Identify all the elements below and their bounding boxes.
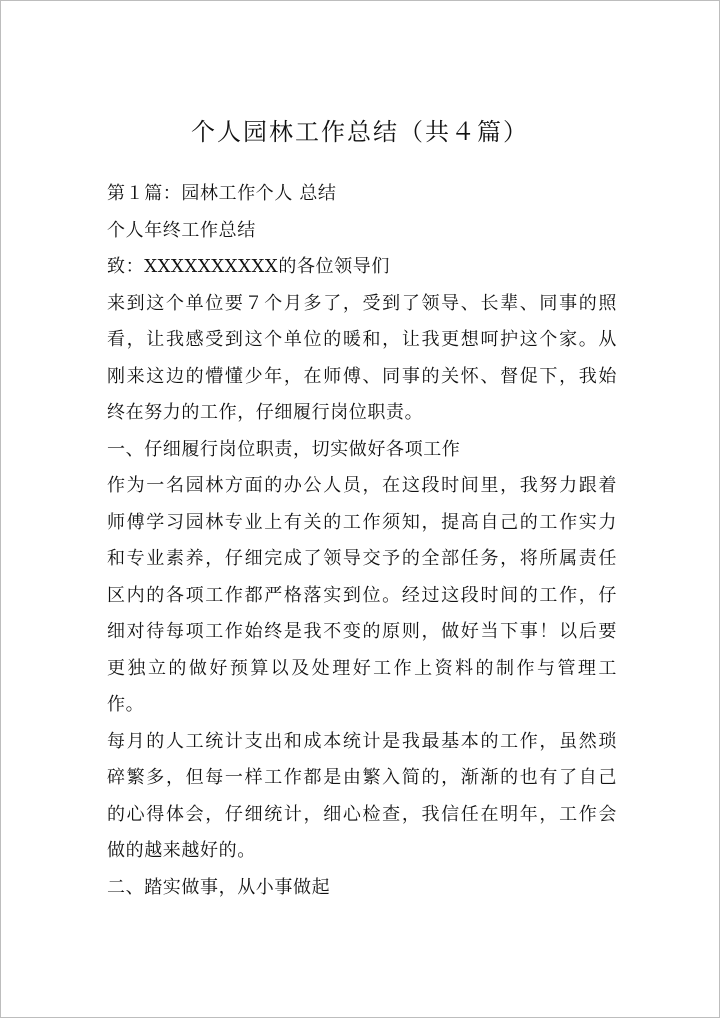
paragraph-line: 碎繁多，但每一样工作都是由繁入简的，渐渐的也有了自己 — [107, 767, 617, 788]
section-heading: 一、仔细履行岗位职责，切实做好各项工作 — [107, 438, 461, 460]
paragraph-line: 更独立的做好预算以及处理好工作上资料的制作与管理工 — [107, 657, 617, 679]
document-title: 个人园林工作总结（共４篇） — [191, 118, 529, 146]
paragraph-line: 和专业素养，仔细完成了领导交予的全部任务，将所属责任 — [107, 548, 617, 569]
paragraph-line: 细对待每项工作始终是我不变的原则，做好当下事！以后要 — [107, 621, 617, 642]
paragraph-line: 刚来这边的懵懂少年，在师傅、同事的关怀、督促下，我始 — [107, 365, 617, 387]
paragraph-line: 的心得体会，仔细统计，细心检查，我信任在明年，工作会 — [107, 803, 617, 825]
subtitle: 个人年终工作总结 — [107, 219, 256, 241]
paragraph-line: 看，让我感受到这个单位的暖和，让我更想呵护这个家。从 — [107, 329, 617, 350]
paragraph-line: 作。 — [107, 694, 145, 715]
section-heading: 二、踏实做事，从小事做起 — [107, 876, 331, 898]
paragraph-line: 终在努力的工作，仔细履行岗位职责。 — [107, 402, 424, 423]
salutation: 致：XXXXXXXXXX的各位领导们 — [107, 256, 390, 277]
paragraph-line: 作为一名园林方面的办公人员，在这段时间里，我努力跟着 — [107, 475, 617, 496]
paragraph-line: 区内的各项工作都严格落实到位。经过这段时间的工作，仔 — [107, 584, 617, 606]
paragraph-line: 师傅学习园林专业上有关的工作须知，提高自己的工作实力 — [107, 511, 617, 533]
paragraph-line: 来到这个单位要７个月多了，受到了领导、长辈、同事的照 — [107, 292, 617, 314]
paragraph-line: 每月的人工统计支出和成本统计是我最基本的工作，虽然琐 — [107, 730, 617, 752]
document-body — [107, 176, 617, 906]
paragraph-line: 做的越来越好的。 — [107, 840, 256, 861]
section-heading: 第１篇：园林工作个人 总结 — [107, 183, 337, 204]
